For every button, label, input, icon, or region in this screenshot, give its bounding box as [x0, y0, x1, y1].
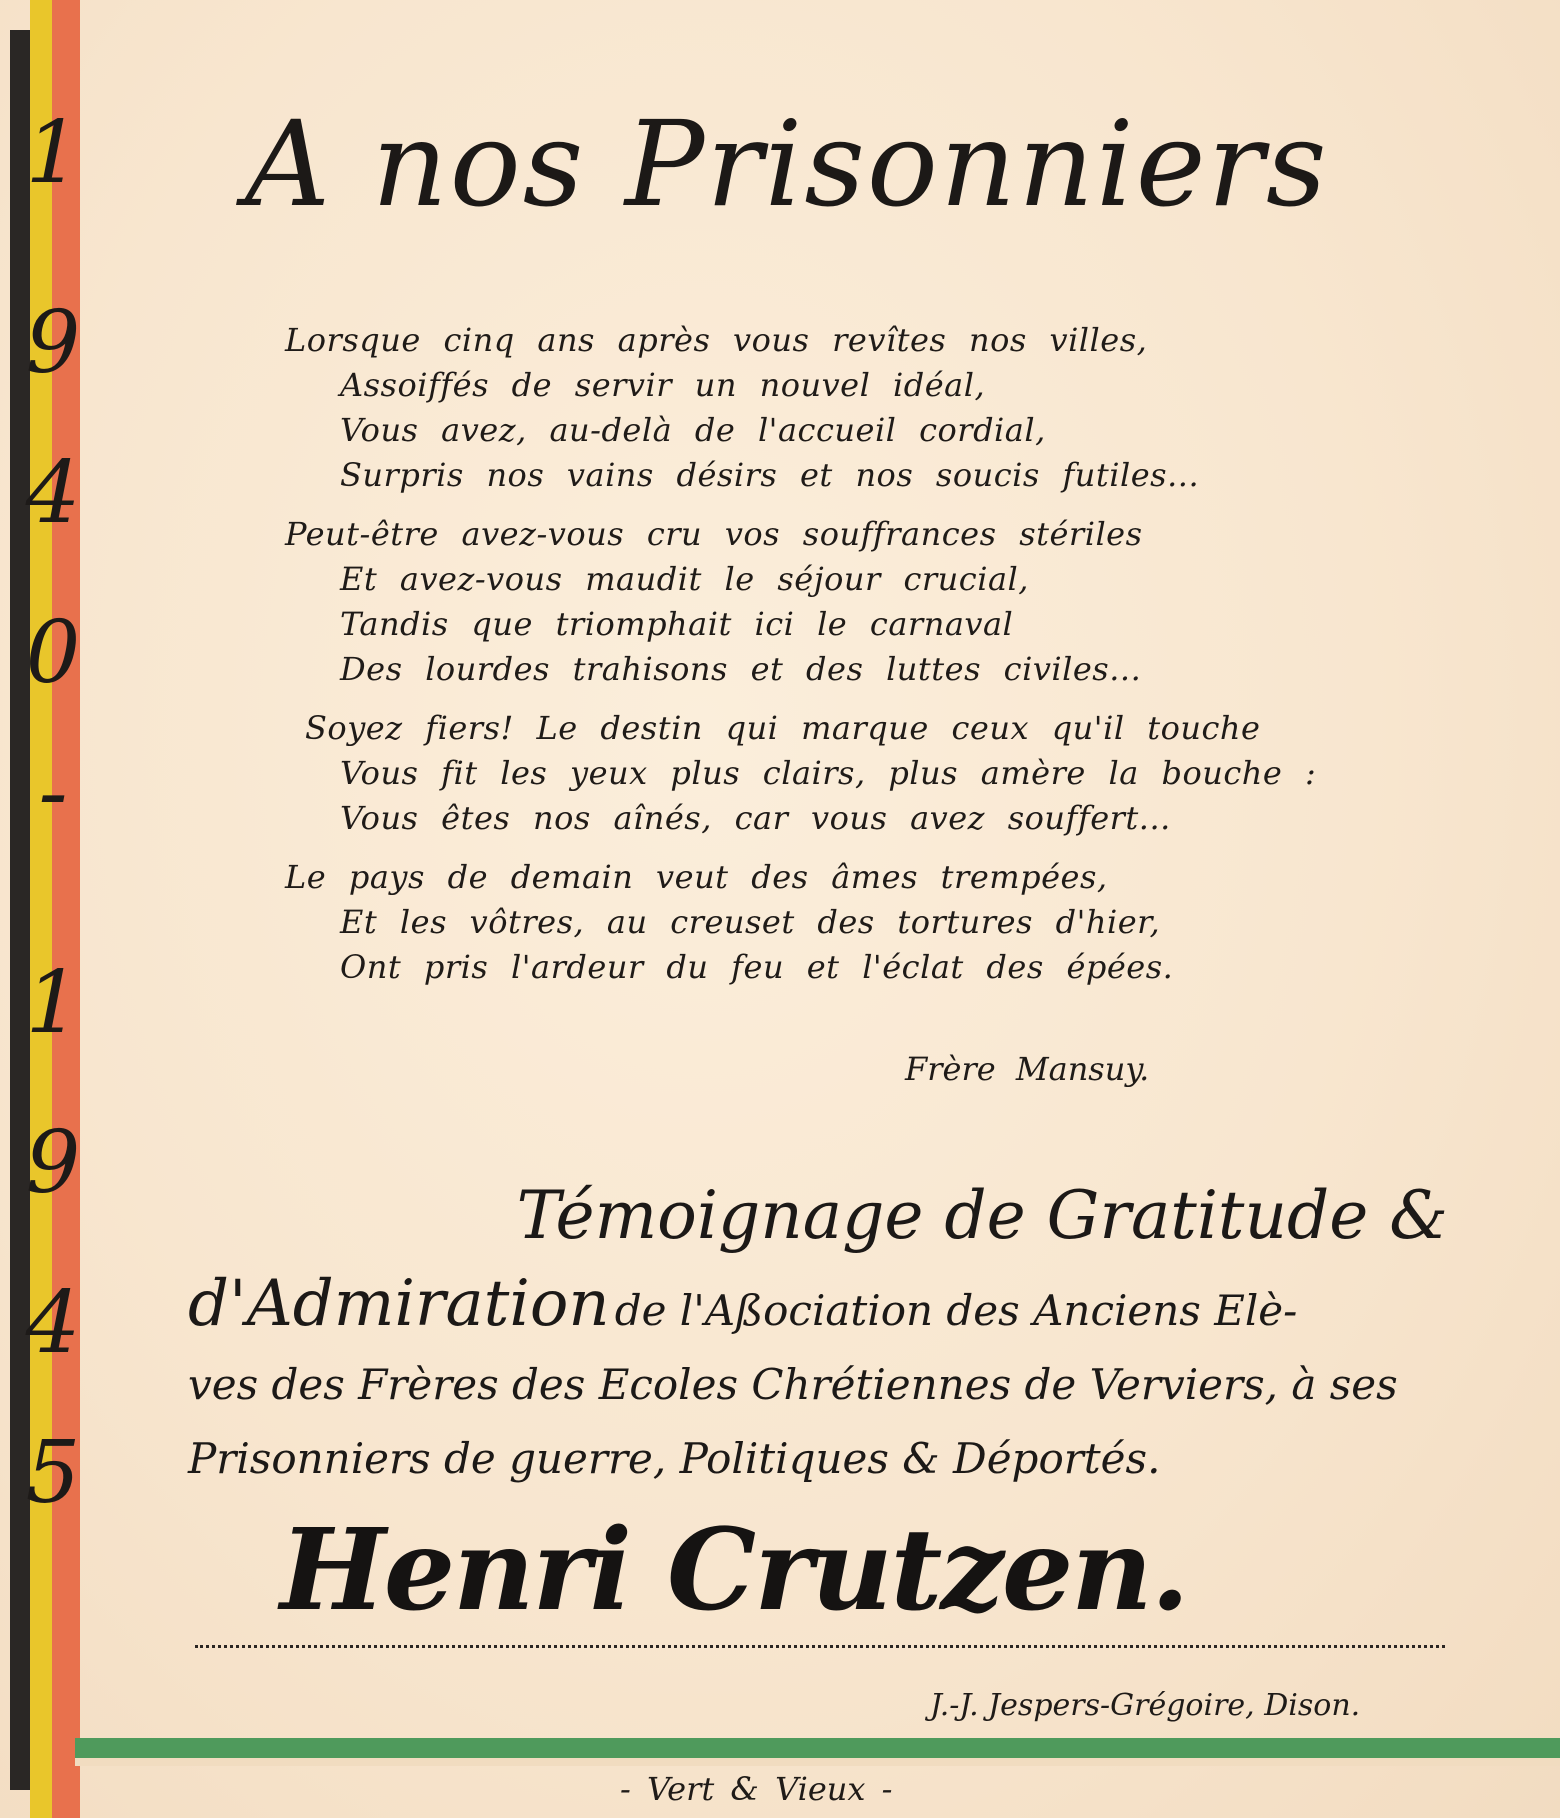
poem-stanza: [285, 855, 1285, 990]
flag-stripe-red: [52, 0, 80, 1818]
handwritten-signature: Henri Crutzen.: [280, 1505, 1188, 1636]
year-digit: 4: [25, 1273, 81, 1373]
flag-stripe-yellow: [30, 0, 54, 1818]
poem-stanza: [285, 318, 1285, 498]
printer-credit: J.-J. Jespers-Grégoire, Dison.: [930, 1688, 1361, 1723]
signature-dotted-line: [195, 1645, 1445, 1648]
poem-line: Vous êtes nos aînés, car vous avez souffert...: [340, 799, 1171, 837]
year-digit: 4: [25, 443, 81, 543]
dedication-text: [188, 1172, 1458, 1496]
year-digit: 9: [25, 1113, 81, 1213]
dedication-line: Prisonniers de guerre, Politiques & Déportés.: [188, 1434, 1161, 1483]
poem-line: Surpris nos vains désirs et nos soucis futiles...: [340, 456, 1200, 494]
dedication-line: Témoignage de Gratitude &: [516, 1177, 1448, 1254]
poem-stanza: [285, 512, 1285, 692]
poem-line: Vous avez, au-delà de l'accueil cordial,: [340, 411, 1046, 449]
poem-line: Soyez fiers! Le destin qui marque ceux qu'il touche: [305, 709, 1261, 747]
poem-line: Vous fit les yeux plus clairs, plus amère la bouche :: [340, 754, 1317, 792]
year-digit: 0: [25, 603, 81, 703]
year-digit: 9: [25, 293, 81, 393]
poem-line: Et avez-vous maudit le séjour crucial,: [340, 560, 1029, 598]
poem-stanza: [285, 706, 1317, 841]
dedication-line: [188, 1260, 1458, 1348]
poem-author: Frère Mansuy.: [905, 1050, 1150, 1088]
poem-line: Tandis que triomphait ici le carnaval: [340, 605, 1014, 643]
green-band: [75, 1738, 1560, 1758]
poem-line: Assoiffés de servir un nouvel idéal,: [340, 366, 986, 404]
dedication-admiration: d'Admiration: [188, 1267, 610, 1341]
poem-line: Des lourdes trahisons et des luttes civiles...: [340, 650, 1142, 688]
year-digit: -: [38, 743, 68, 843]
year-digit: 5: [25, 1423, 81, 1523]
card-title: A nos Prisonniers: [245, 95, 1329, 233]
bottom-paper-strip: [75, 1758, 1560, 1766]
footer-motto: - Vert & Vieux -: [620, 1770, 893, 1808]
dedication-line: ves des Frères des Ecoles Chrétiennes de Verviers, à ses: [188, 1360, 1398, 1409]
poem-line: Ont pris l'ardeur du feu et l'éclat des épées.: [340, 948, 1174, 986]
poem-line: Peut-être avez-vous cru vos souffrances stériles: [285, 515, 1143, 553]
poem-line: Lorsque cinq ans après vous revîtes nos villes,: [285, 321, 1148, 359]
poem: [285, 318, 1317, 1004]
year-digit: 1: [25, 103, 81, 203]
poem-line: Le pays de demain veut des âmes trempées,: [285, 858, 1108, 896]
poem-line: Et les vôtres, au creuset des tortures d'hier,: [340, 903, 1161, 941]
year-digit: 1: [25, 953, 81, 1053]
dedication-association: de l'Aßociation des Anciens Elè-: [614, 1286, 1298, 1335]
